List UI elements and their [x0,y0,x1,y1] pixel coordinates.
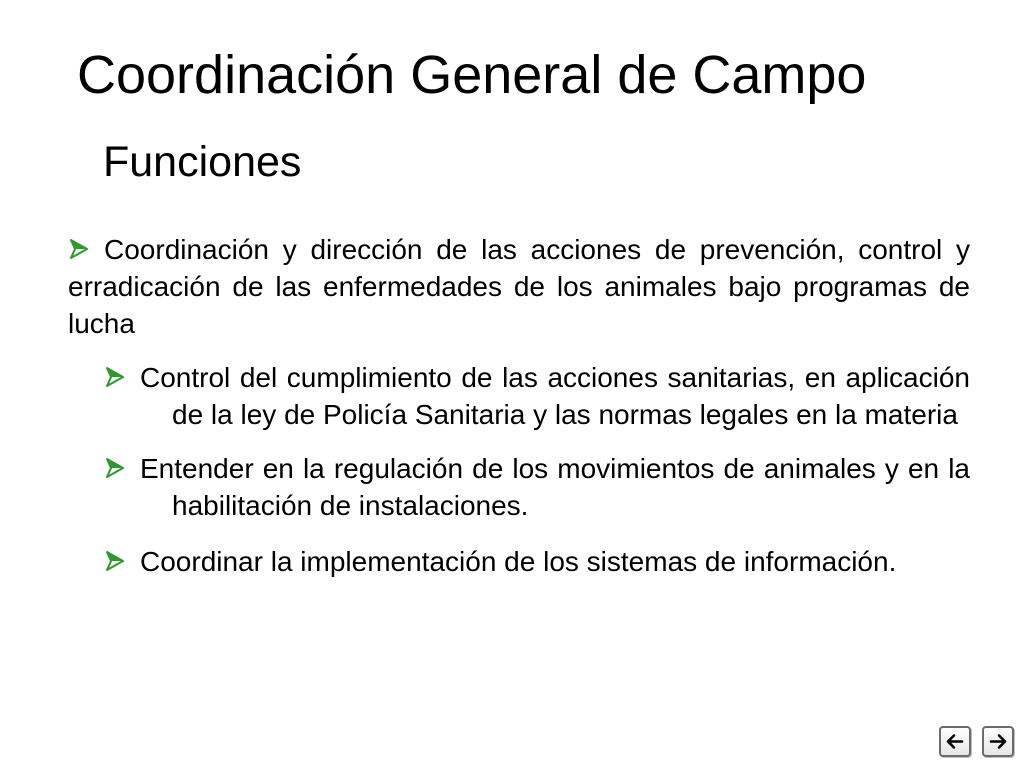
slide-subtitle: Funciones [103,138,302,186]
next-slide-button[interactable] [982,726,1014,757]
arrowhead-bullet-icon [104,543,140,580]
bullet-item [68,231,970,342]
bullet-item [68,450,970,524]
previous-slide-button[interactable] [939,726,971,757]
bullet-list [68,231,970,597]
bullet-item [68,543,970,580]
arrow-right-icon [988,732,1008,751]
slide-title: Coordinación General de Campo [77,45,867,105]
bullet-text: Control del cumplimiento de las acciones sanitarias, en aplicación de la ley de Policía Sanitaria y las normas legales en la materia [140,362,970,430]
bullet-text: Entender en la regulación de los movimientos de animales y en la habilitación de instalaciones. [140,453,970,521]
arrowhead-bullet-icon [68,231,104,268]
bullet-item [68,359,970,433]
bullet-text: Coordinación y dirección de las acciones de prevención, control y erradicación de las enfermedades de los animales bajo programas de lucha [68,234,970,339]
arrowhead-bullet-icon [104,450,140,487]
bullet-text: Coordinar la implementación de los sistemas de información. [140,546,897,577]
arrow-left-icon [945,732,965,751]
arrowhead-bullet-icon [104,359,140,396]
